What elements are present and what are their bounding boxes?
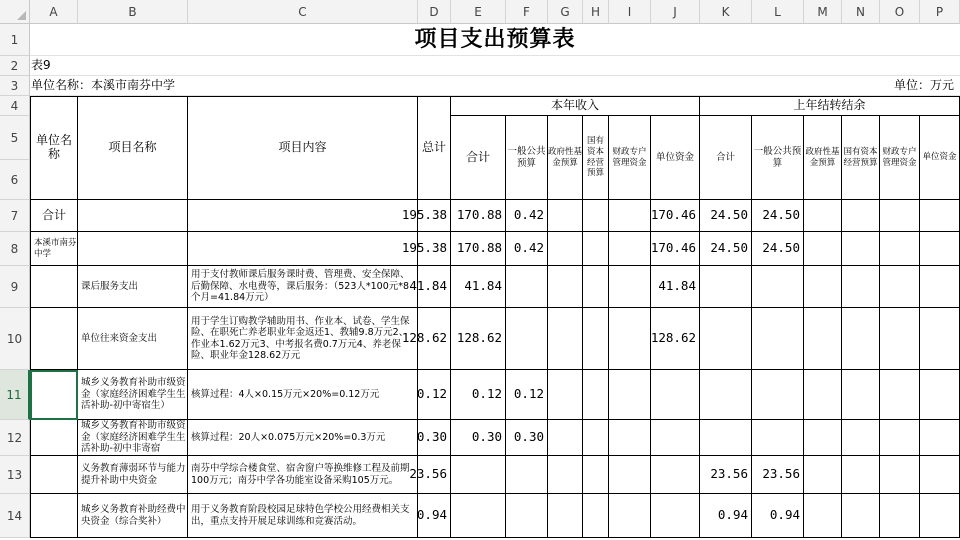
cell-cur-unit[interactable] [651,494,700,538]
cell-empty[interactable] [920,308,960,370]
row-header[interactable]: 10 [0,308,30,370]
cell-project-name[interactable]: 义务教育薄弱环节与能力提升补助中央资金 [78,456,188,494]
cell-cur-unit[interactable]: 170.46 [651,232,700,266]
row-header[interactable]: 9 [0,266,30,308]
cell-prev-general[interactable]: 24.50 [752,200,804,232]
cell-prev-total[interactable] [700,308,752,370]
cell-cur-total[interactable]: 170.88 [451,232,506,266]
cell-prev-total[interactable]: 24.50 [700,200,752,232]
column-header[interactable]: M [804,0,842,24]
header-current-income: 本年收入 [451,96,700,116]
cell-empty[interactable] [880,494,920,538]
cell-project-name[interactable]: 城乡义务教育补助经费中央资金（综合奖补） [78,494,188,538]
cell-cur-general[interactable]: 0.12 [506,370,548,420]
cell-project-name[interactable]: 城乡义务教育补助市级资金（家庭经济困难学生生活补助-初中寄宿生） [78,370,188,420]
cell-total[interactable]: 23.56 [418,456,451,494]
header-prev-unit: 单位资金 [920,116,960,200]
header-carryover: 上年结转结余 [700,96,960,116]
cell-prev-general[interactable]: 23.56 [752,456,804,494]
header-prev-state-capital: 国有资本经营预算 [842,116,880,200]
cell-total[interactable]: 0.12 [418,370,451,420]
cell-project-name[interactable] [78,200,188,232]
column-header[interactable]: N [842,0,880,24]
header-cur-special: 财政专户管理资金 [609,116,651,200]
cell-total[interactable]: 128.62 [418,308,451,370]
cell-unit[interactable]: 本溪市南芬中学 [30,232,78,266]
cell-cur-total[interactable]: 0.12 [451,370,506,420]
cell-project-name[interactable] [78,232,188,266]
cell-empty[interactable] [609,494,651,538]
header-prev-special: 财政专户管理资金 [880,116,920,200]
cell-empty[interactable] [609,456,651,494]
cell-empty[interactable] [548,200,583,232]
cell-cur-total[interactable] [451,494,506,538]
cell-empty[interactable] [804,266,842,308]
cell-empty[interactable] [842,456,880,494]
cell-cur-unit[interactable]: 41.84 [651,266,700,308]
row-header[interactable]: 13 [0,456,30,494]
column-header[interactable]: C [188,0,418,24]
cell-prev-general[interactable] [752,420,804,456]
cell-empty[interactable] [548,456,583,494]
cell-empty[interactable] [920,456,960,494]
cell-empty[interactable] [880,266,920,308]
cell-unit[interactable] [30,370,78,420]
cell-total[interactable]: 41.84 [418,266,451,308]
column-header[interactable]: H [583,0,609,24]
cell-project-content[interactable]: 用于义务教育阶段校园足球特色学校公用经费相关支出，重点支持开展足球训练和竞赛活动。 [188,494,418,538]
cell-cur-total[interactable] [451,456,506,494]
cell-cur-total[interactable]: 128.62 [451,308,506,370]
row-header[interactable]: 7 [0,200,30,232]
header-total: 总计 [418,96,451,200]
cell-empty[interactable] [583,420,609,456]
header-prev-general: 一般公共预算 [752,116,804,200]
cell-empty[interactable] [842,494,880,538]
header-project-name: 项目名称 [78,96,188,200]
row-header[interactable]: 1 [0,24,30,56]
cell-prev-total[interactable]: 0.94 [700,494,752,538]
cell-project-name[interactable]: 城乡义务教育补助市级资金（家庭经济困难学生生活补助-初中非寄宿 [78,420,188,456]
column-header[interactable]: P [920,0,960,24]
cell-project-content[interactable]: 南芬中学综合楼食堂、宿舍窗户等换维修工程及前期100万元；南芬中学各功能室设备采购105万元。 [188,456,418,494]
cell-cur-general[interactable]: 0.30 [506,420,548,456]
cell-total[interactable]: 195.38 [418,232,451,266]
cell-empty[interactable] [583,308,609,370]
cell-empty[interactable] [609,266,651,308]
cell-empty[interactable] [880,370,920,420]
cell-cur-general[interactable]: 0.42 [506,200,548,232]
cell-empty[interactable] [880,232,920,266]
cell-unit[interactable] [30,308,78,370]
cell-empty[interactable] [920,420,960,456]
row-header[interactable]: 14 [0,494,30,538]
cell-cur-general[interactable]: 0.42 [506,232,548,266]
cell-unit[interactable] [30,494,78,538]
cell-prev-general[interactable] [752,308,804,370]
cell-empty[interactable] [920,232,960,266]
row-header[interactable]: 3 [0,76,30,96]
column-header[interactable]: L [752,0,804,24]
cell-cur-general[interactable] [506,266,548,308]
cell-empty[interactable] [842,232,880,266]
cell-empty[interactable] [583,200,609,232]
cell-empty[interactable] [804,308,842,370]
cell-prev-general[interactable] [752,370,804,420]
column-header[interactable]: J [651,0,700,24]
header-prev-total: 合计 [700,116,752,200]
cell-empty[interactable] [880,200,920,232]
cell-empty[interactable] [880,420,920,456]
cell-unit[interactable]: 合计 [30,200,78,232]
cell-total[interactable]: 0.30 [418,420,451,456]
column-header[interactable]: A [30,0,78,24]
column-header[interactable]: D [418,0,451,24]
cell-prev-general[interactable] [752,266,804,308]
cell-cur-unit[interactable]: 170.46 [651,200,700,232]
cell-prev-general[interactable]: 0.94 [752,494,804,538]
spreadsheet-grid[interactable] [30,24,960,540]
cell-unit[interactable] [30,266,78,308]
cell-empty[interactable] [920,494,960,538]
header-prev-gov-fund: 政府性基金预算 [804,116,842,200]
cell-cur-general[interactable] [506,494,548,538]
cell-empty[interactable] [548,420,583,456]
row-header[interactable]: 8 [0,232,30,266]
header-cur-general: 一般公共预算 [506,116,548,200]
cell-cur-total[interactable]: 0.30 [451,420,506,456]
cell-empty[interactable] [804,494,842,538]
cell-project-content[interactable]: 核算过程：20人×0.075万元×20%=0.3万元 [188,420,418,456]
column-header[interactable]: E [451,0,506,24]
cell-cur-unit[interactable] [651,456,700,494]
cell-empty[interactable] [609,200,651,232]
column-header[interactable]: B [78,0,188,24]
cell-empty[interactable] [880,308,920,370]
table-number: 表9 [30,56,960,76]
row-header[interactable]: 5 [0,116,30,160]
cell-project-content[interactable] [188,232,418,266]
column-header[interactable]: F [506,0,548,24]
cell-empty[interactable] [548,494,583,538]
unit-name-label: 单位名称：本溪市南芬中学 [30,76,670,96]
header-cur-unit: 单位资金 [651,116,700,200]
cell-empty[interactable] [804,456,842,494]
cell-empty[interactable] [842,266,880,308]
cell-empty[interactable] [609,370,651,420]
cell-empty[interactable] [548,308,583,370]
cell-prev-total[interactable] [700,266,752,308]
cell-prev-total[interactable]: 24.50 [700,232,752,266]
cell-prev-total[interactable] [700,420,752,456]
cell-empty[interactable] [583,494,609,538]
select-all-corner[interactable] [0,0,30,24]
cell-empty[interactable] [842,420,880,456]
cell-empty[interactable] [548,370,583,420]
cell-empty[interactable] [920,370,960,420]
row-header[interactable]: 11 [0,370,30,420]
cell-empty[interactable] [583,370,609,420]
cell-empty[interactable] [880,456,920,494]
cell-empty[interactable] [842,308,880,370]
cell-empty[interactable] [583,456,609,494]
row-header[interactable]: 4 [0,96,30,116]
cell-cur-total[interactable]: 170.88 [451,200,506,232]
cell-prev-total[interactable] [700,370,752,420]
cell-cur-total[interactable]: 41.84 [451,266,506,308]
cell-empty[interactable] [920,266,960,308]
column-header[interactable]: I [609,0,651,24]
cell-unit[interactable] [30,420,78,456]
row-header[interactable]: 2 [0,56,30,76]
cell-unit[interactable] [30,456,78,494]
sheet-title: 项目支出预算表 [30,24,960,56]
header-cur-total: 合计 [451,116,506,200]
column-header[interactable]: G [548,0,583,24]
cell-prev-total[interactable]: 23.56 [700,456,752,494]
cell-total[interactable]: 195.38 [418,200,451,232]
header-project-content: 项目内容 [188,96,418,200]
cell-project-content[interactable] [188,200,418,232]
header-cur-state-capital: 国有资本经营预算 [583,116,609,200]
cell-empty[interactable] [842,200,880,232]
cell-empty[interactable] [804,420,842,456]
cell-empty[interactable] [804,232,842,266]
unit-label: 单位：万元 [670,76,960,96]
cell-project-name[interactable]: 单位往来资金支出 [78,308,188,370]
cell-project-content[interactable]: 核算过程：4人×0.15万元×20%=0.12万元 [188,370,418,420]
cell-empty[interactable] [609,232,651,266]
column-header[interactable]: K [700,0,752,24]
row-header[interactable]: 6 [0,160,30,200]
cell-empty[interactable] [804,370,842,420]
cell-empty[interactable] [804,200,842,232]
cell-empty[interactable] [842,370,880,420]
cell-empty[interactable] [548,232,583,266]
cell-project-content[interactable]: 用于支付教师课后服务课时费、管理费、安全保障、后勤保障、水电费等，课后服务：（523人*100元*8个月=41.84万元） [188,266,418,308]
cell-project-content[interactable]: 用于学生订购教学辅助用书、作业本、试卷、学生保险、在职死亡养老职业年金返还1、教辅9.8万元2、作业本1.62万元3、中考报名费0.7万元4、养老保险、职业年金128.62万元 [188,308,418,370]
cell-cur-general[interactable] [506,456,548,494]
cell-empty[interactable] [609,420,651,456]
cell-prev-general[interactable]: 24.50 [752,232,804,266]
cell-total[interactable]: 0.94 [418,494,451,538]
cell-cur-unit[interactable]: 128.62 [651,308,700,370]
cell-cur-unit[interactable] [651,420,700,456]
header-cur-gov-fund: 政府性基金预算 [548,116,583,200]
cell-cur-general[interactable] [506,308,548,370]
cell-empty[interactable] [548,266,583,308]
column-header[interactable]: O [880,0,920,24]
row-header[interactable]: 12 [0,420,30,456]
header-unit-name: 单位名称 [30,96,78,200]
cell-project-name[interactable]: 课后服务支出 [78,266,188,308]
cell-empty[interactable] [583,266,609,308]
cell-empty[interactable] [609,308,651,370]
cell-empty[interactable] [920,200,960,232]
cell-cur-unit[interactable] [651,370,700,420]
cell-empty[interactable] [583,232,609,266]
